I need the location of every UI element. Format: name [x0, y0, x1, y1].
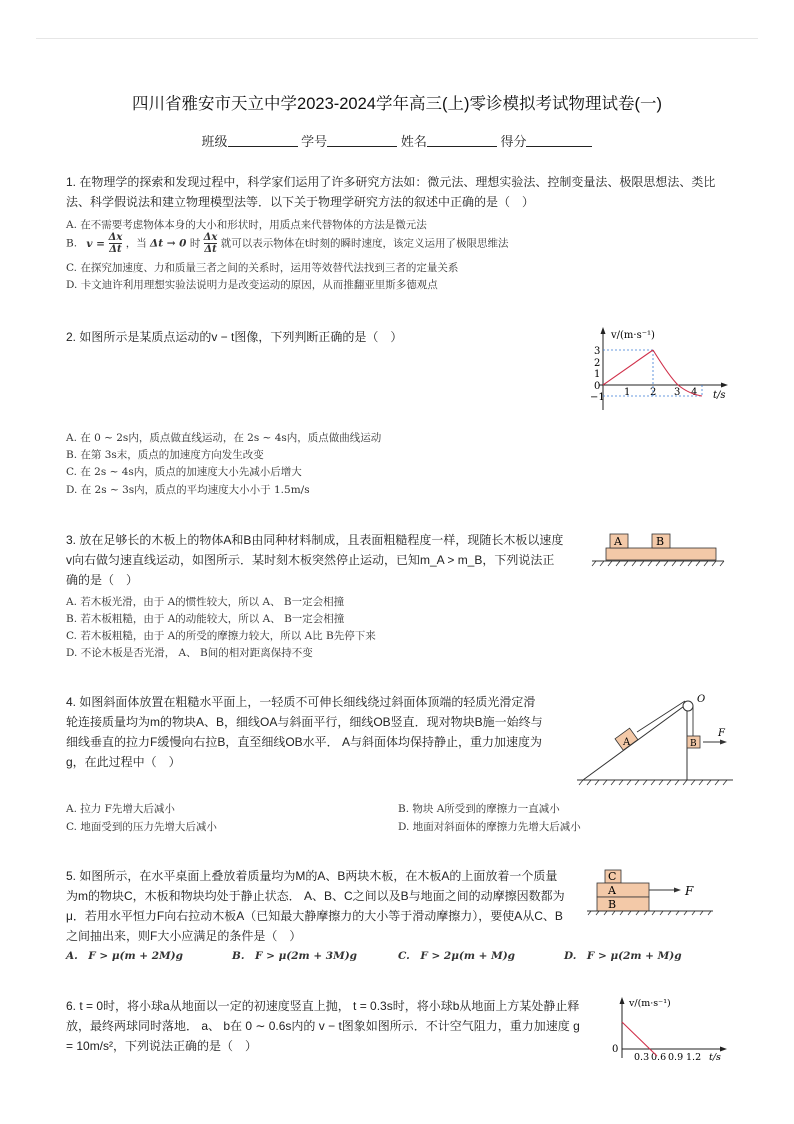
q4-ground-hatch	[579, 780, 727, 785]
q4-option-d[interactable]: D. 地面对斜面体的摩擦力先增大后减小	[398, 821, 581, 833]
q2-x-arrow	[721, 383, 728, 388]
q2-ytick-3: 3	[594, 346, 601, 357]
q4-pulley	[683, 701, 693, 711]
q3-block-a-label: A	[614, 535, 622, 548]
question-2	[66, 327, 566, 347]
q2-ytick-neg1: −1	[590, 392, 605, 403]
q4-option-a[interactable]: A. 拉力 F先增大后减小	[66, 803, 175, 815]
page-title: 四川省雅安市天立中学2023-2024学年高三(上)零诊模拟考试物理试卷(一)	[132, 95, 662, 113]
question-1	[66, 172, 726, 212]
q5-force-arrowhead	[674, 888, 681, 893]
q2-option-d[interactable]: D. 在 2s ∼ 3s内，质点的平均速度大小小于 1.5m/s	[66, 484, 310, 496]
q4-label-f: F	[718, 728, 725, 739]
q2-ytick-1: 1	[594, 369, 601, 380]
id-label: 学号	[301, 134, 328, 149]
q5-option-a[interactable]: A. F > μ(m + 2M)g	[66, 950, 183, 962]
q3-option-a[interactable]: A. 若木板光滑，由于 A的惯性较大，所以 A、 B一定会相撞	[66, 596, 345, 608]
question-6	[66, 996, 586, 1056]
q2-option-a[interactable]: A. 在 0 ∼ 2s内，质点做直线运动，在 2s ∼ 4s内，质点做曲线运动	[66, 432, 382, 444]
header-rule	[36, 38, 758, 39]
q1-option-b[interactable]	[66, 232, 508, 255]
q5-label-c: C	[608, 870, 617, 883]
question-5-stem: 5. 如图所示，在水平桌面上叠放着质量均为M的A、B两块木板，在木板A的上面放着一个质量为m的物块C，木板和物块均处于静止状态． A、B、C之间以及B与地面之间的动摩擦因数都为μ．若用水平恒力F向右拉动木板A（已知最大静摩擦力的大小等于滑动摩擦力），要使A从C、B之间抽出来，则F大小应满足的条件是（ ）	[66, 869, 565, 943]
q5-label-b: B	[608, 898, 617, 911]
q2-line-rise	[603, 350, 653, 385]
q5-stack-diagram	[585, 866, 715, 916]
name-label: 姓名	[400, 134, 427, 149]
q2-vt-graph	[585, 322, 735, 414]
q6-xtick-0.6: 0.6	[651, 1052, 667, 1063]
q6-xtick-0.9: 0.9	[668, 1052, 684, 1063]
question-3	[66, 530, 566, 590]
q5-board-b	[597, 897, 649, 911]
q3-board	[606, 548, 716, 560]
question-4	[66, 692, 546, 772]
student-info-row	[0, 131, 794, 150]
q2-option-c[interactable]: C. 在 2s ∼ 4s内，质点的加速度大小先减小后增大	[66, 466, 302, 478]
class-blank[interactable]	[228, 134, 298, 147]
q1-option-b-mid2: 时	[189, 237, 201, 250]
q3-option-d[interactable]: D. 不论木板是否光滑， A、 B间的相对距离保持不变	[66, 647, 313, 659]
q3-board-diagram	[590, 530, 725, 572]
question-1-stem: 1. 在物理学的探索和发现过程中，科学家们运用了许多研究方法如：微元法、理想实验法、控制变量法、极限思想法、类比法、科学假说法和建立物理模型法等．以下关于物理学研究方法的叙述中正确的是（ ）	[66, 175, 716, 209]
q6-xtick-0.3: 0.3	[634, 1052, 650, 1063]
q4-label-o: O	[697, 694, 706, 705]
q2-option-b[interactable]: B. 在第 3s末，质点的加速度方向发生改变	[66, 449, 264, 461]
q4-option-b[interactable]: B. 物块 A所受到的摩擦力一直减小	[398, 803, 560, 815]
q6-xtick-1.2: 1.2	[686, 1052, 702, 1063]
q1-fraction-1: $\frac{\Delta x}{\Delta t}$	[108, 232, 123, 255]
question-6-stem: 6. t = 0时，将小球a从地面以一定的初速度竖直上抛， t = 0.3s时，将小球b从地面上方某处静止释放，最终两球同时落地． a、 b在 0 ∼ 0.6s内的 v − t图象如图所示．不计空气阻力，重力加速度 g = 10m/s²，下列说法正确的是（ ）	[66, 999, 580, 1053]
q4-string-oa	[637, 701, 685, 732]
q5-ground-hatch	[588, 911, 711, 915]
q2-xlabel: t/s	[713, 390, 726, 401]
q5-option-c[interactable]: C. F > 2μ(m + M)g	[398, 950, 516, 962]
q1-option-a[interactable]: A. 在不需要考虑物体本身的大小和形状时，用质点来代替物体的方法是微元法	[66, 219, 427, 231]
q1-option-d[interactable]: D. 卡文迪许利用理想实验法说明力是改变运动的原因，从而推翻亚里斯多德观点	[66, 279, 438, 291]
q4-label-a: A	[623, 737, 631, 748]
question-3-stem: 3. 放在足够长的木板上的物体A和B由同种材料制成，且表面粗糙程度一样，现随长木板以速度v向右做匀速直线运动，如图所示．某时刻木板突然停止运动，已知m_A > m_B，下列说法正确的是（ ）	[66, 533, 564, 587]
q1-fraction-2: $\frac{\Delta x}{\Delta t}$	[203, 232, 218, 255]
score-label: 得分	[500, 134, 527, 149]
q6-line-a	[622, 1022, 657, 1056]
q5-label-a: A	[608, 884, 616, 897]
id-blank[interactable]	[327, 134, 397, 147]
score-blank[interactable]	[526, 134, 592, 147]
q1-limit-expr: Δt → 0	[150, 237, 187, 250]
q2-ytick-2: 2	[594, 358, 601, 369]
q2-ylabel: v/(m·s⁻¹)	[611, 330, 655, 341]
q1-v-symbol: v =	[86, 237, 109, 250]
q2-y-arrow	[601, 327, 606, 334]
q5-board-a	[597, 883, 649, 897]
q1-option-c[interactable]: C. 在探究加速度、力和质量三者之间的关系时，运用等效替代法找到三者的定量关系	[66, 262, 459, 274]
q1-option-b-tail: 就可以表示物体在t时刻的瞬时速度，该定义运用了极限思维法	[220, 237, 509, 250]
q4-label-b: B	[690, 739, 697, 749]
q2-xtick-4: 4	[691, 387, 698, 398]
question-5	[66, 866, 566, 946]
q1-option-b-mid1: ，当	[125, 237, 147, 250]
q3-option-c[interactable]: C. 若木板粗糙，由于 A的所受的摩擦力较大，所以 A比 B先停下来	[66, 630, 376, 642]
q6-origin: 0	[612, 1044, 619, 1055]
q2-xtick-1: 1	[624, 387, 631, 398]
q2-xtick-2: 2	[650, 387, 657, 398]
question-2-stem: 2. 如图所示是某质点运动的v − t图像，下列判断正确的是（ ）	[66, 330, 403, 344]
q4-force-arrowhead	[720, 740, 727, 745]
q2-ytick-0: 0	[594, 381, 601, 392]
class-label: 班级	[201, 134, 228, 149]
q6-x-arrow	[720, 1047, 727, 1052]
q5-option-d[interactable]: D. F > μ(2m + M)g	[564, 950, 682, 962]
question-4-stem: 4. 如图斜面体放置在粗糙水平面上，一轻质不可伸长细线绕过斜面体顶端的轻质光滑定滑轮连接质量均为m的物块A、B，细线OA与斜面平行，细线OB竖直．现对物块B施一始终与细线垂直的拉力F缓慢向右拉B，直至细线OB水平． A与斜面体均保持静止，重力加速度为g，在此过程中（ ）	[66, 695, 543, 769]
q3-block-b-label: B	[656, 535, 665, 548]
q2-xtick-3: 3	[674, 387, 681, 398]
q3-option-b[interactable]: B. 若木板粗糙，由于 A的动能较大，所以 A、 B一定会相撞	[66, 613, 345, 625]
name-blank[interactable]	[427, 134, 497, 147]
q6-ylabel: v/(m·s⁻¹)	[629, 998, 671, 1009]
q6-y-arrow	[620, 997, 625, 1004]
q5-label-f: F	[685, 884, 694, 898]
q6-xlabel: t/s	[709, 1052, 721, 1063]
q1-option-b-prefix: B.	[66, 237, 78, 250]
q4-incline-diagram	[575, 690, 735, 790]
q3-ground-hatch	[592, 561, 724, 566]
q5-option-b[interactable]: B. F > μ(2m + 3M)g	[232, 950, 358, 962]
q4-option-c[interactable]: C. 地面受到的压力先增大后减小	[66, 821, 217, 833]
q6-vt-graph	[605, 992, 735, 1064]
